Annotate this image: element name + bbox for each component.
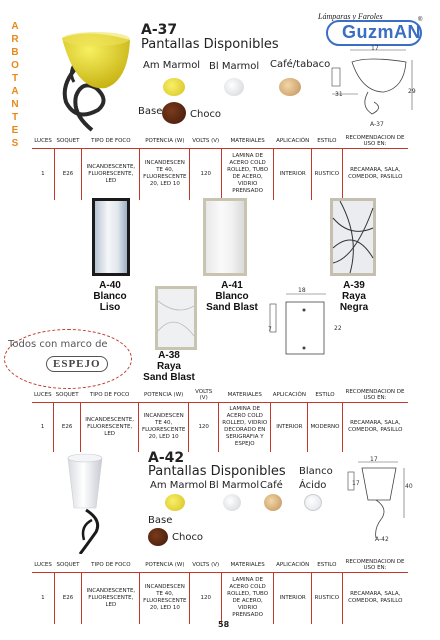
model-code-a37: A-37: [141, 22, 178, 38]
spec-table-a37: [32, 134, 408, 200]
th-potencia: POTENCIA (W): [140, 134, 190, 148]
td-potencia: INCANDESCEN TE 40, FLUORESCENTE 20, LED 10: [139, 402, 189, 452]
dim-sconce-height: 22: [334, 325, 342, 332]
sidebar-letter: S: [11, 138, 19, 149]
td-recomendacion: RECAMARA, SALA, COMEDOR, PASILLO: [342, 148, 408, 200]
swatch-bl-marmol[interactable]: [224, 78, 244, 96]
diagram-a37: [328, 46, 420, 130]
sidebar-letter: R: [11, 34, 19, 45]
th-luces: LUCES: [32, 134, 54, 148]
th-potencia: POTENCIA (W): [139, 388, 189, 402]
mirror-badge: ESPEJO: [46, 356, 108, 372]
td-materiales: LAMINA DE ACERO COLD ROLLED, TUBO DE ACERO, VIDRIO PRENSADO: [222, 148, 274, 200]
td-volts: 120: [190, 148, 222, 200]
model-code-a42: A-42: [148, 450, 185, 466]
sconce-a38-photo: [155, 286, 197, 350]
th-aplicacion: APLICACIÓN: [274, 134, 312, 148]
sidebar-letter: A: [11, 21, 19, 32]
sidebar-letter: O: [11, 60, 19, 71]
swatch-label-bl-marmol: Bl Marmol: [209, 61, 260, 72]
td-tipo: INCANDESCENTE, FLUORESCENTE, LED: [81, 402, 139, 452]
brand-tagline: Lámparas y Faroles: [318, 12, 383, 21]
section-title-a37: Pantallas Disponibles: [141, 37, 279, 52]
th-estilo: ESTILO: [308, 388, 342, 402]
th-volts: VOLTS (V): [189, 388, 219, 402]
sidebar-arbotantes: [8, 20, 22, 150]
th-potencia: POTENCIA (W): [140, 558, 190, 572]
dim-sconce-width: 18: [298, 287, 306, 294]
th-estilo: ESTILO: [312, 558, 342, 572]
th-materiales: MATERIALES: [222, 134, 274, 148]
th-aplicacion: APLICACIÓN: [271, 388, 308, 402]
th-tipo: TIPO DE FOCO: [82, 134, 140, 148]
spec-table-a42: [32, 558, 408, 624]
diagram-a42: [346, 458, 414, 544]
td-estilo: RUSTICO: [312, 572, 342, 624]
swatch-am-marmol[interactable]: [163, 78, 185, 96]
td-soquet: E26: [54, 402, 81, 452]
td-aplicacion: INTERIOR: [271, 402, 308, 452]
base-label-a37: Base: [138, 106, 163, 117]
swatch-a42-bl-marmol[interactable]: [223, 494, 241, 511]
td-aplicacion: INTERIOR: [274, 148, 312, 200]
td-materiales: LAMINA DE ACERO COLD ROLLED, TUBO DE ACERO, VIDRIO PRENSADO: [222, 572, 274, 624]
td-soquet: E26: [54, 572, 82, 624]
swatch-label-a42-bl-marmol: Bl Marmol: [209, 480, 260, 491]
td-aplicacion: INTERIOR: [274, 572, 312, 624]
th-recomendacion: RECOMENDACION DE USO EN:: [342, 388, 408, 402]
dim-a42-depth: 17: [352, 480, 360, 487]
brand-registered: ®: [418, 17, 423, 23]
swatch-a42-am-marmol[interactable]: [165, 494, 185, 511]
caption-a40-line3: Liso: [99, 302, 121, 313]
lamp-a42-photo: [56, 450, 116, 554]
th-materiales: MATERIALES: [222, 558, 274, 572]
caption-a38-code: A-38: [158, 350, 180, 361]
swatch-label-a42-blanco: Blanco: [299, 466, 333, 477]
caption-a38-line3: Sand Blast: [143, 372, 195, 383]
caption-a41-line3: Sand Blast: [206, 302, 258, 313]
th-estilo: ESTILO: [312, 134, 342, 148]
caption-a40-line2: Blanco: [93, 291, 127, 302]
swatch-cafe-tabaco[interactable]: [279, 78, 301, 96]
caption-a41-line2: Blanco: [215, 291, 249, 302]
swatch-a42-blanco-acido[interactable]: [304, 494, 322, 511]
td-tipo: INCANDESCENTE, FLUORESCENTE, LED: [82, 572, 140, 624]
th-luces: LUCES: [32, 558, 54, 572]
dim-a37-height: 29: [408, 88, 416, 95]
caption-a38: [138, 350, 200, 383]
th-recomendacion: RECOMENDACION DE USO EN:: [342, 558, 408, 572]
caption-a39-line2: Raya: [342, 291, 366, 302]
swatch-label-a42-acido: Ácido: [299, 480, 327, 491]
td-recomendacion: RECAMARA, SALA, COMEDOR, PASILLO: [342, 572, 408, 624]
brand-name: GuzmAN: [342, 22, 421, 42]
td-luces: 1: [40, 423, 45, 430]
th-volts: VOLTS (V): [190, 134, 222, 148]
caption-a41: [196, 280, 268, 313]
sidebar-letter: N: [11, 99, 19, 110]
diagram-label-a37: A-37: [370, 121, 384, 128]
sidebar-letter: E: [11, 125, 19, 136]
th-soquet: SOQUET: [54, 134, 82, 148]
sidebar-letter: T: [11, 73, 19, 84]
caption-a40: [74, 280, 146, 313]
th-volts: VOLTS (V): [190, 558, 222, 572]
swatch-base-choco-a42[interactable]: [148, 528, 168, 546]
swatch-label-cafe-tabaco: Café/tabaco: [270, 59, 331, 70]
td-soquet: E26: [54, 148, 82, 200]
caption-a39-code: A-39: [343, 280, 365, 291]
spec-table-sconces: [32, 388, 408, 452]
th-aplicacion: APLICACIÓN: [274, 558, 312, 572]
td-luces: 1: [41, 170, 45, 177]
dim-a42-width: 17: [370, 456, 378, 463]
base-color-a42: Choco: [172, 532, 204, 543]
caption-a40-code: A-40: [99, 280, 121, 291]
base-color-a37: Choco: [190, 109, 222, 120]
th-recomendacion: RECOMENDACION DE USO EN:: [342, 134, 408, 148]
swatch-label-am-marmol: Am Marmol: [143, 60, 201, 71]
swatch-a42-cafe[interactable]: [264, 494, 282, 511]
td-materiales: LAMINA DE ACERO COLD ROLLED, VIDRIO DECORADO EN SERIGRAFIA Y ESPEJO: [219, 402, 271, 452]
td-estilo: MODERNO: [308, 402, 342, 452]
page-number: 58: [218, 620, 230, 629]
td-potencia: INCANDESCEN TE 40, FLUORESCENTE 20, LED 10: [140, 572, 190, 624]
th-soquet: SOQUET: [54, 388, 81, 402]
td-volts: 120: [189, 402, 219, 452]
th-materiales: MATERIALES: [219, 388, 271, 402]
caption-a41-code: A-41: [221, 280, 243, 291]
dim-a42-height: 40: [405, 483, 413, 490]
mirror-note-text: Todos con marco de: [8, 339, 108, 350]
dim-a37-width: 17: [371, 45, 379, 52]
sconce-a39-photo: [330, 198, 376, 276]
sconce-a41-photo: [203, 198, 247, 276]
caption-a38-line2: Raya: [157, 361, 181, 372]
td-potencia: INCANDESCEN TE 40, FLUORESCENTE 20, LED 10: [140, 148, 190, 200]
sidebar-letter: T: [11, 112, 19, 123]
caption-a39-line3: Negra: [339, 302, 369, 313]
td-volts: 120: [190, 572, 222, 624]
sconce-a40-photo: [92, 198, 130, 276]
td-luces: 1: [41, 594, 45, 601]
th-tipo: TIPO DE FOCO: [82, 558, 140, 572]
lamp-a37-photo: [42, 22, 138, 136]
sidebar-letter: A: [11, 86, 19, 97]
th-tipo: TIPO DE FOCO: [81, 388, 139, 402]
th-soquet: SOQUET: [54, 558, 82, 572]
td-recomendacion: RECAMARA, SALA, COMEDOR, PASILLO: [342, 402, 408, 452]
sidebar-letter: B: [11, 47, 19, 58]
th-luces: LUCES: [32, 388, 54, 402]
swatch-label-a42-cafe: Café: [260, 480, 283, 491]
swatch-base-choco-a37[interactable]: [162, 102, 186, 124]
td-tipo: INCANDESCENTE, FLUORESCENTE, LED: [82, 148, 140, 200]
diagram-label-a42: A-42: [375, 536, 389, 543]
section-title-a42: Pantallas Disponibles: [148, 464, 286, 479]
diagram-sconce: [266, 288, 336, 358]
base-label-a42: Base: [148, 515, 173, 526]
swatch-label-a42-am-marmol: Am Marmol: [150, 480, 208, 491]
dim-sconce-depth: 7: [268, 326, 272, 333]
td-estilo: RUSTICO: [312, 148, 342, 200]
dim-a37-depth: 31: [335, 91, 343, 98]
